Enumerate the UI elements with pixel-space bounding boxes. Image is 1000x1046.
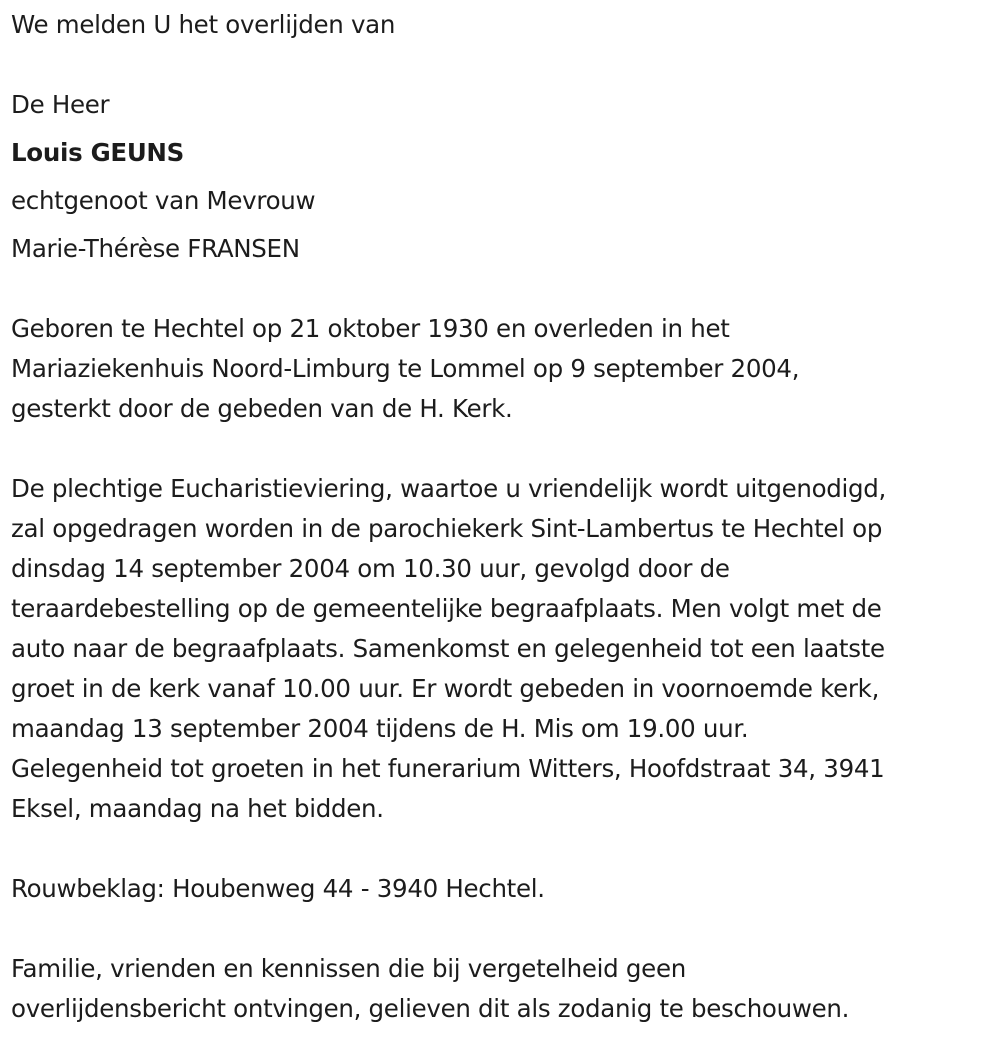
paragraph-line: Eksel, maandag na het bidden. <box>11 794 384 823</box>
honorific: De Heer <box>11 90 110 119</box>
paragraph-line: auto naar de begraafplaats. Samenkomst en gelegenheid tot een laatste <box>11 634 885 663</box>
intro-text: We melden U het overlijden van <box>11 10 396 39</box>
condolence-address: Rouwbeklag: Houbenweg 44 - 3940 Hechtel. <box>11 874 545 903</box>
paragraph-line: teraardebestelling op de gemeentelijke begraafplaats. Men volgt met de <box>11 594 882 623</box>
paragraph-line: Mariaziekenhuis Noord-Limburg te Lommel op 9 september 2004, <box>11 354 800 383</box>
paragraph-line: De plechtige Eucharistieviering, waartoe u vriendelijk wordt uitgenodigd, <box>11 474 887 503</box>
paragraph-line: maandag 13 september 2004 tijdens de H. Mis om 19.00 uur. <box>11 714 749 743</box>
spouse-label: echtgenoot van Mevrouw <box>11 186 316 215</box>
paragraph-line: dinsdag 14 september 2004 om 10.30 uur, gevolgd door de <box>11 554 730 583</box>
deceased-name: Louis GEUNS <box>11 138 184 167</box>
paragraph-line: Familie, vrienden en kennissen die bij vergetelheid geen <box>11 954 686 983</box>
paragraph-line: Gelegenheid tot groeten in het funerarium Witters, Hoofdstraat 34, 3941 <box>11 754 885 783</box>
paragraph-line: groet in de kerk vanaf 10.00 uur. Er wordt gebeden in voornoemde kerk, <box>11 674 880 703</box>
paragraph-line: zal opgedragen worden in de parochiekerk Sint-Lambertus te Hechtel op <box>11 514 883 543</box>
paragraph-line: gesterkt door de gebeden van de H. Kerk. <box>11 394 513 423</box>
paragraph-line: overlijdensbericht ontvingen, gelieven dit als zodanig te beschouwen. <box>11 994 850 1023</box>
spouse-name: Marie-Thérèse FRANSEN <box>11 234 300 263</box>
paragraph-line: Geboren te Hechtel op 21 oktober 1930 en overleden in het <box>11 314 730 343</box>
